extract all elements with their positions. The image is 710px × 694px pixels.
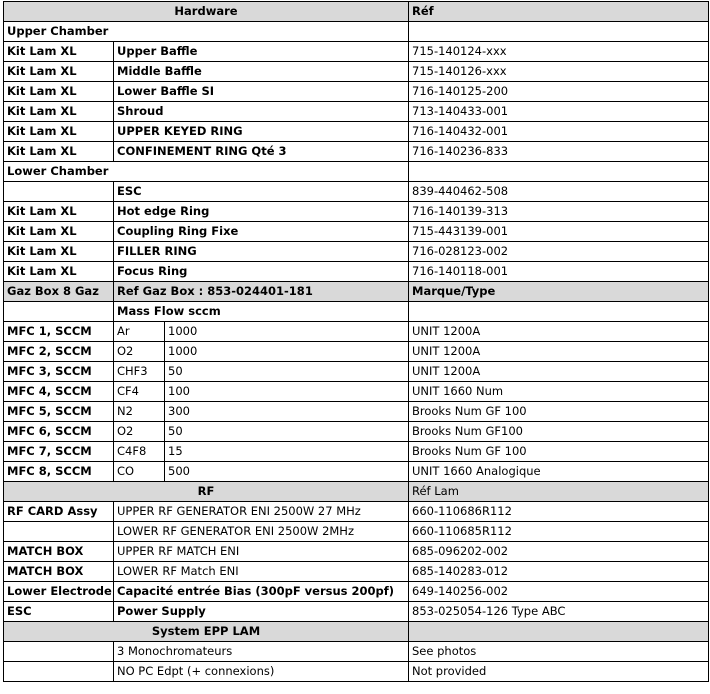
flow-cell: 300 bbox=[165, 402, 409, 422]
rf-name-cell: RF CARD Assy bbox=[4, 502, 114, 522]
table-row bbox=[4, 322, 709, 342]
gas-cell: O2 bbox=[114, 422, 165, 442]
kit-cell: Kit Lam XL bbox=[4, 42, 114, 62]
flow-cell: 1000 bbox=[165, 322, 409, 342]
table-row bbox=[4, 642, 709, 662]
hardware-table-body bbox=[4, 0, 709, 682]
table-row bbox=[4, 582, 709, 602]
kit-cell: Kit Lam XL bbox=[4, 142, 114, 162]
ref-cell: See photos bbox=[409, 642, 709, 662]
ref-cell: 716-140125-200 bbox=[409, 82, 709, 102]
kit-cell: Kit Lam XL bbox=[4, 122, 114, 142]
mass-flow-label: Mass Flow sccm bbox=[114, 302, 409, 322]
empty-cell bbox=[409, 622, 709, 642]
ref-cell: 716-140236-833 bbox=[409, 142, 709, 162]
rf-name-cell: Lower Electrode bbox=[4, 582, 114, 602]
table-row bbox=[4, 502, 709, 522]
table-row bbox=[4, 462, 709, 482]
flow-cell: 500 bbox=[165, 462, 409, 482]
flow-cell: 100 bbox=[165, 382, 409, 402]
table-row bbox=[4, 422, 709, 442]
section-title: Gaz Box 8 Gaz bbox=[4, 282, 114, 302]
table-row bbox=[4, 122, 709, 142]
kit-cell: Kit Lam XL bbox=[4, 62, 114, 82]
gas-cell: Ar bbox=[114, 322, 165, 342]
hardware-table bbox=[3, 0, 709, 682]
type-cell: UNIT 1660 Analogique bbox=[409, 462, 709, 482]
gas-cell: CHF3 bbox=[114, 362, 165, 382]
flow-cell: 15 bbox=[165, 442, 409, 462]
flow-cell: 1000 bbox=[165, 342, 409, 362]
ref-cell: 716-140432-001 bbox=[409, 122, 709, 142]
section-title: RF bbox=[4, 482, 409, 502]
type-cell: UNIT 1200A bbox=[409, 362, 709, 382]
section-title: Lower Chamber bbox=[4, 162, 409, 182]
table-row bbox=[4, 362, 709, 382]
part-cell: Hot edge Ring bbox=[114, 202, 409, 222]
kit-cell: Kit Lam XL bbox=[4, 242, 114, 262]
table-row bbox=[4, 442, 709, 462]
table-row bbox=[4, 662, 709, 682]
table-row bbox=[4, 542, 709, 562]
part-cell: ESC bbox=[114, 182, 409, 202]
gaz-box-ref: Ref Gaz Box : 853-024401-181 bbox=[114, 282, 409, 302]
flow-cell: 50 bbox=[165, 422, 409, 442]
section-title: Upper Chamber bbox=[4, 22, 409, 42]
kit-cell: Kit Lam XL bbox=[4, 262, 114, 282]
table-row bbox=[4, 142, 709, 162]
mfc-cell: MFC 2, SCCM bbox=[4, 342, 114, 362]
ref-cell: 660-110686R112 bbox=[409, 502, 709, 522]
rf-name-cell: MATCH BOX bbox=[4, 542, 114, 562]
kit-cell: Kit Lam XL bbox=[4, 222, 114, 242]
table-row bbox=[4, 62, 709, 82]
epp-desc-cell: 3 Monochromateurs bbox=[114, 642, 409, 662]
kit-cell bbox=[4, 182, 114, 202]
rf-desc-cell: LOWER RF GENERATOR ENI 2500W 2MHz bbox=[114, 522, 409, 542]
table-row bbox=[4, 202, 709, 222]
table-row bbox=[4, 522, 709, 542]
mass-flow-row bbox=[4, 302, 709, 322]
mfc-cell: MFC 5, SCCM bbox=[4, 402, 114, 422]
empty-cell bbox=[409, 22, 709, 42]
table-row bbox=[4, 262, 709, 282]
header-row bbox=[4, 2, 709, 22]
kit-cell: Kit Lam XL bbox=[4, 102, 114, 122]
ref-cell: 839-440462-508 bbox=[409, 182, 709, 202]
header-hardware: Hardware bbox=[4, 2, 409, 22]
ref-cell: Not provided bbox=[409, 662, 709, 682]
ref-cell: 716-140118-001 bbox=[409, 262, 709, 282]
kit-cell: Kit Lam XL bbox=[4, 202, 114, 222]
gas-cell: CF4 bbox=[114, 382, 165, 402]
table-row bbox=[4, 102, 709, 122]
part-cell: Upper Baffle bbox=[114, 42, 409, 62]
flow-cell: 50 bbox=[165, 362, 409, 382]
section-gaz-box bbox=[4, 282, 709, 302]
part-cell: Middle Baffle bbox=[114, 62, 409, 82]
table-row bbox=[4, 562, 709, 582]
ref-cell: 716-028123-002 bbox=[409, 242, 709, 262]
part-cell: Lower Baffle SI bbox=[114, 82, 409, 102]
gas-cell: N2 bbox=[114, 402, 165, 422]
empty-cell bbox=[409, 302, 709, 322]
section-lower-chamber bbox=[4, 162, 709, 182]
mfc-cell: MFC 7, SCCM bbox=[4, 442, 114, 462]
ref-cell: 685-096202-002 bbox=[409, 542, 709, 562]
empty-cell bbox=[4, 662, 114, 682]
type-cell: Brooks Num GF100 bbox=[409, 422, 709, 442]
mfc-cell: MFC 3, SCCM bbox=[4, 362, 114, 382]
ref-cell: 660-110685R112 bbox=[409, 522, 709, 542]
type-cell: UNIT 1200A bbox=[409, 322, 709, 342]
ref-lam-header: Réf Lam bbox=[409, 482, 709, 502]
kit-cell: Kit Lam XL bbox=[4, 82, 114, 102]
empty-cell bbox=[4, 302, 114, 322]
table-row bbox=[4, 382, 709, 402]
rf-desc-cell: LOWER RF Match ENI bbox=[114, 562, 409, 582]
table-row bbox=[4, 602, 709, 622]
part-cell: Coupling Ring Fixe bbox=[114, 222, 409, 242]
mfc-cell: MFC 8, SCCM bbox=[4, 462, 114, 482]
ref-cell: 715-443139-001 bbox=[409, 222, 709, 242]
part-cell: Shroud bbox=[114, 102, 409, 122]
rf-desc-cell: Capacité entrée Bias (300pF versus 200pf) bbox=[114, 582, 409, 602]
rf-desc-cell: UPPER RF GENERATOR ENI 2500W 27 MHz bbox=[114, 502, 409, 522]
rf-name-cell: MATCH BOX bbox=[4, 562, 114, 582]
part-cell: Focus Ring bbox=[114, 262, 409, 282]
part-cell: CONFINEMENT RING Qté 3 bbox=[114, 142, 409, 162]
section-title: System EPP LAM bbox=[4, 622, 409, 642]
rf-desc-cell: Power Supply bbox=[114, 602, 409, 622]
rf-name-cell: ESC bbox=[4, 602, 114, 622]
ref-cell: 685-140283-012 bbox=[409, 562, 709, 582]
gas-cell: O2 bbox=[114, 342, 165, 362]
empty-cell bbox=[4, 642, 114, 662]
section-rf bbox=[4, 482, 709, 502]
table-row bbox=[4, 342, 709, 362]
table-row bbox=[4, 182, 709, 202]
table-row bbox=[4, 402, 709, 422]
table-row bbox=[4, 42, 709, 62]
gas-cell: C4F8 bbox=[114, 442, 165, 462]
header-ref: Réf bbox=[409, 2, 709, 22]
epp-desc-cell: NO PC Edpt (+ connexions) bbox=[114, 662, 409, 682]
mfc-cell: MFC 1, SCCM bbox=[4, 322, 114, 342]
gas-cell: CO bbox=[114, 462, 165, 482]
type-cell: UNIT 1200A bbox=[409, 342, 709, 362]
table-row bbox=[4, 82, 709, 102]
mfc-cell: MFC 6, SCCM bbox=[4, 422, 114, 442]
mfc-cell: MFC 4, SCCM bbox=[4, 382, 114, 402]
ref-cell: 853-025054-126 Type ABC bbox=[409, 602, 709, 622]
marque-type-header: Marque/Type bbox=[409, 282, 709, 302]
type-cell: UNIT 1660 Num bbox=[409, 382, 709, 402]
rf-desc-cell: UPPER RF MATCH ENI bbox=[114, 542, 409, 562]
ref-cell: 713-140433-001 bbox=[409, 102, 709, 122]
table-row bbox=[4, 222, 709, 242]
section-epp bbox=[4, 622, 709, 642]
ref-cell: 715-140124-xxx bbox=[409, 42, 709, 62]
part-cell: FILLER RING bbox=[114, 242, 409, 262]
type-cell: Brooks Num GF 100 bbox=[409, 402, 709, 422]
rf-name-cell bbox=[4, 522, 114, 542]
section-upper-chamber bbox=[4, 22, 709, 42]
ref-cell: 649-140256-002 bbox=[409, 582, 709, 602]
type-cell: Brooks Num GF 100 bbox=[409, 442, 709, 462]
empty-cell bbox=[409, 162, 709, 182]
ref-cell: 716-140139-313 bbox=[409, 202, 709, 222]
part-cell: UPPER KEYED RING bbox=[114, 122, 409, 142]
table-row bbox=[4, 242, 709, 262]
ref-cell: 715-140126-xxx bbox=[409, 62, 709, 82]
